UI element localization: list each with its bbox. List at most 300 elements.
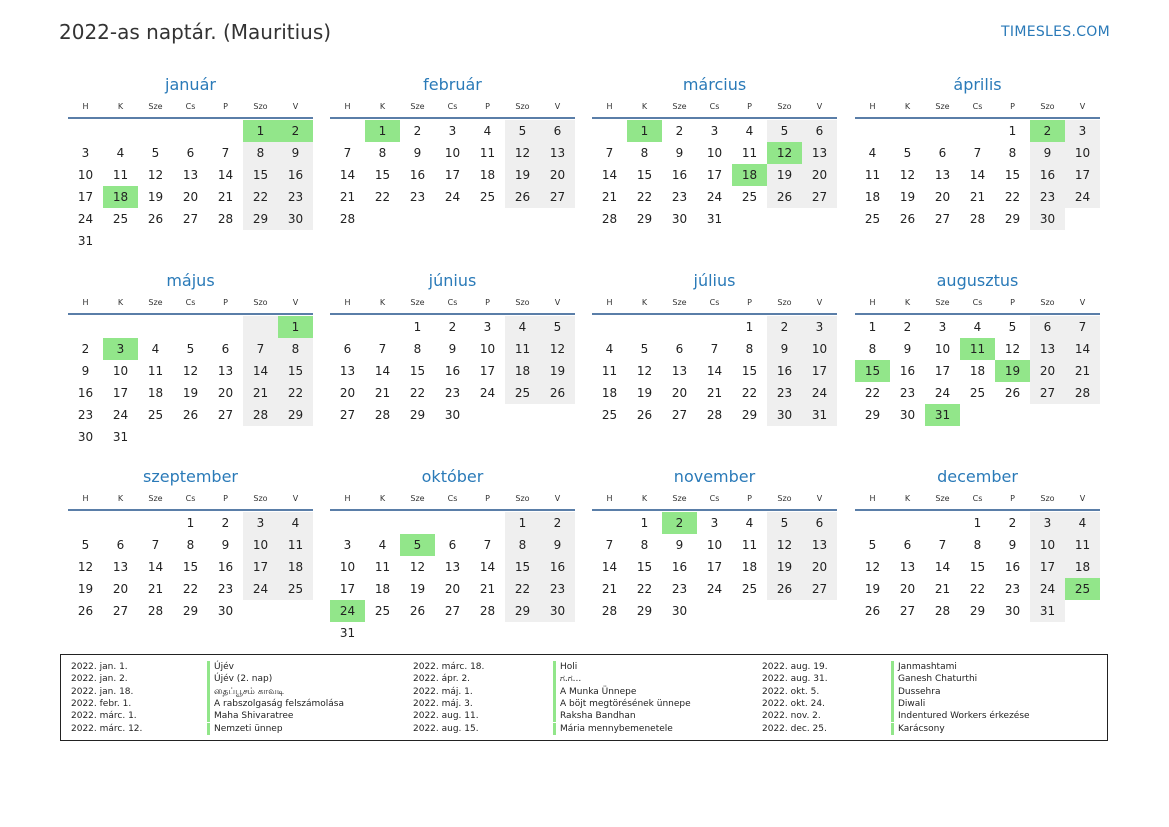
weekday-label: K (117, 102, 124, 111)
day-cell: 10 (706, 146, 723, 160)
holiday-date: 2022. dec. 25. (762, 723, 827, 734)
day-cell: 3 (815, 320, 824, 334)
day-cell: 15 (182, 560, 199, 574)
brand-link[interactable]: TIMESLES.COM (1001, 24, 1110, 40)
day-cell: 19 (864, 582, 881, 596)
day-cell: 29 (514, 604, 531, 618)
day-cell: 16 (287, 168, 304, 182)
weekday-label: V (292, 494, 299, 503)
month-divider (592, 117, 837, 119)
day-cell: 26 (776, 190, 793, 204)
day-cell: 9 (675, 146, 684, 160)
weekday-label: V (292, 102, 299, 111)
day-cell: 18 (969, 364, 986, 378)
month-divider (68, 117, 313, 119)
month-0 (68, 74, 313, 258)
day-cell: 15 (636, 168, 653, 182)
weekday-label: Sze (935, 298, 950, 307)
weekday-label: H (869, 298, 876, 307)
day-cell: 29 (636, 604, 653, 618)
day-cell: 25 (969, 386, 986, 400)
weekday-label: P (485, 298, 490, 307)
month-divider (330, 313, 575, 315)
holiday-date: 2022. aug. 31. (762, 674, 828, 685)
day-cell: 14 (601, 168, 618, 182)
day-cell: 6 (815, 124, 824, 138)
holiday-date: 2022. nov. 2. (762, 711, 821, 722)
day-cell: 13 (934, 168, 951, 182)
weekday-header (330, 296, 575, 310)
day-cell: 15 (374, 168, 391, 182)
day-cell: 7 (605, 538, 614, 552)
weekday-label: Cs (185, 102, 196, 111)
weekday-label: V (554, 494, 561, 503)
day-cell: 27 (112, 604, 129, 618)
day-cell: 12 (77, 560, 94, 574)
day-cell: 21 (479, 582, 496, 596)
day-cell: 28 (706, 408, 723, 422)
weekday-label: Szo (777, 298, 792, 307)
weekday-label: K (379, 102, 386, 111)
day-cell: 12 (182, 364, 199, 378)
day-cell: 27 (811, 582, 828, 596)
month-divider (330, 509, 575, 511)
day-cell: 1 (413, 320, 422, 334)
day-cell: 12 (147, 168, 164, 182)
day-cell: 5 (903, 146, 912, 160)
day-cell: 16 (671, 560, 688, 574)
day-cell: 20 (444, 582, 461, 596)
day-cell: 11 (601, 364, 618, 378)
day-cell: 14 (374, 364, 391, 378)
day-cell: 12 (864, 560, 881, 574)
day-cell: 21 (969, 190, 986, 204)
day-cell: 27 (549, 190, 566, 204)
holiday-name: Ganesh Chaturthi (891, 673, 977, 685)
day-cell: 30 (287, 212, 304, 226)
day-cell: 4 (378, 538, 387, 552)
holiday-date: 2022. aug. 11. (413, 711, 479, 722)
day-cell: 9 (553, 538, 562, 552)
day-cell: 26 (636, 408, 653, 422)
day-cell: 6 (1043, 320, 1052, 334)
weekday-label: Szo (253, 298, 268, 307)
day-cell: 7 (605, 146, 614, 160)
month-divider (855, 313, 1100, 315)
weekday-label: H (82, 494, 89, 503)
weekday-label: V (816, 298, 823, 307)
day-cell: 17 (444, 168, 461, 182)
weekday-label: Cs (972, 102, 983, 111)
day-cell: 26 (77, 604, 94, 618)
day-cell: 31 (112, 430, 129, 444)
day-cell: 24 (811, 386, 828, 400)
day-cell: 4 (745, 516, 754, 530)
day-cell: 6 (221, 342, 230, 356)
day-cell: 17 (252, 560, 269, 574)
day-cell: 25 (601, 408, 618, 422)
day-cell: 28 (934, 604, 951, 618)
month-10 (592, 466, 837, 650)
weekday-label: Szo (515, 298, 530, 307)
day-cell: 16 (671, 168, 688, 182)
holiday-date: 2022. márc. 1. (71, 711, 137, 722)
day-cell: 26 (182, 408, 199, 422)
weekday-label: P (223, 494, 228, 503)
day-cell: 18 (864, 190, 881, 204)
day-cell: 9 (413, 146, 422, 160)
day-cell: 1 (745, 320, 754, 334)
day-cell: 8 (745, 342, 754, 356)
weekday-header (855, 296, 1100, 310)
day-cell: 14 (252, 364, 269, 378)
weekday-label: H (344, 494, 351, 503)
day-cell: 4 (1078, 516, 1087, 530)
day-cell: 25 (864, 212, 881, 226)
day-cell: 3 (938, 320, 947, 334)
day-cell: 27 (899, 604, 916, 618)
weekday-header (855, 100, 1100, 114)
day-cell: 20 (811, 560, 828, 574)
day-cell: 10 (1074, 146, 1091, 160)
day-cell: 19 (409, 582, 426, 596)
day-cell: 7 (378, 342, 387, 356)
day-cell: 20 (339, 386, 356, 400)
weekday-label: K (117, 494, 124, 503)
day-cell: 26 (147, 212, 164, 226)
day-cell: 25 (112, 212, 129, 226)
day-cell: 14 (147, 560, 164, 574)
month-divider (330, 117, 575, 119)
weekday-label: Cs (447, 102, 458, 111)
month-name: július (693, 271, 736, 290)
day-cell: 1 (1008, 124, 1017, 138)
day-cell: 26 (409, 604, 426, 618)
day-cell: 1 (973, 516, 982, 530)
day-cell: 30 (444, 408, 461, 422)
day-cell: 9 (291, 146, 300, 160)
day-cell: 24 (112, 408, 129, 422)
day-cell: 29 (636, 212, 653, 226)
day-cell: 22 (636, 190, 653, 204)
weekday-header (68, 492, 313, 506)
day-cell: 23 (899, 386, 916, 400)
day-cell: 6 (553, 124, 562, 138)
month-8 (68, 466, 313, 650)
month-7 (855, 270, 1100, 454)
day-cell: 13 (444, 560, 461, 574)
day-cell: 24 (252, 582, 269, 596)
holiday-day-cell: 2 (278, 120, 313, 142)
day-cell: 25 (741, 190, 758, 204)
day-cell: 22 (374, 190, 391, 204)
day-cell: 23 (77, 408, 94, 422)
holiday-day-cell: 1 (278, 316, 313, 338)
day-cell: 14 (601, 560, 618, 574)
day-cell: 15 (409, 364, 426, 378)
day-cell: 9 (780, 342, 789, 356)
day-cell: 21 (374, 386, 391, 400)
holiday-date: 2022. márc. 18. (413, 662, 485, 672)
weekday-label: P (1010, 102, 1015, 111)
day-cell: 2 (780, 320, 789, 334)
day-cell: 14 (934, 560, 951, 574)
day-cell: 26 (899, 212, 916, 226)
holiday-name: Janmashtami (891, 661, 957, 673)
day-cell: 15 (252, 168, 269, 182)
day-cell: 28 (217, 212, 234, 226)
day-cell: 14 (217, 168, 234, 182)
weekday-label: Sze (935, 102, 950, 111)
day-cell: 18 (741, 560, 758, 574)
day-cell: 19 (77, 582, 94, 596)
day-cell: 21 (252, 386, 269, 400)
day-cell: 6 (903, 538, 912, 552)
day-cell: 4 (605, 342, 614, 356)
day-cell: 18 (514, 364, 531, 378)
day-cell: 11 (112, 168, 129, 182)
day-cell: 24 (1074, 190, 1091, 204)
day-cell: 7 (973, 146, 982, 160)
day-cell: 5 (553, 320, 562, 334)
day-cell: 17 (1074, 168, 1091, 182)
day-cell: 2 (675, 124, 684, 138)
holiday-date: 2022. ápr. 2. (413, 674, 471, 685)
day-cell: 8 (973, 538, 982, 552)
day-cell: 4 (868, 146, 877, 160)
day-cell: 24 (77, 212, 94, 226)
weekday-label: H (606, 494, 613, 503)
day-cell: 20 (112, 582, 129, 596)
day-cell: 28 (479, 604, 496, 618)
day-cell: 31 (811, 408, 828, 422)
day-grid (330, 316, 575, 454)
weekday-label: Cs (185, 494, 196, 503)
day-cell: 31 (77, 234, 94, 248)
weekday-header (592, 492, 837, 506)
day-cell: 15 (514, 560, 531, 574)
day-cell: 13 (811, 538, 828, 552)
weekday-label: H (82, 102, 89, 111)
holiday-day-cell: 1 (627, 120, 662, 142)
weekday-label: K (641, 494, 648, 503)
holiday-name: A böjt megtörésének ünnepe (553, 698, 691, 710)
day-cell: 27 (671, 408, 688, 422)
day-cell: 19 (776, 168, 793, 182)
day-cell: 9 (903, 342, 912, 356)
day-cell: 16 (77, 386, 94, 400)
day-cell: 20 (811, 168, 828, 182)
weekday-label: P (747, 298, 752, 307)
day-grid (330, 120, 575, 258)
day-cell: 15 (741, 364, 758, 378)
day-cell: 5 (1008, 320, 1017, 334)
day-cell: 12 (899, 168, 916, 182)
day-cell: 6 (448, 538, 457, 552)
holiday-date: 2022. jan. 18. (71, 686, 134, 697)
day-cell: 30 (77, 430, 94, 444)
day-cell: 10 (706, 538, 723, 552)
holiday-day-cell: 18 (103, 186, 138, 208)
day-cell: 3 (710, 516, 719, 530)
holiday-date: 2022. aug. 19. (762, 662, 828, 672)
weekday-header (855, 492, 1100, 506)
weekday-label: Cs (972, 494, 983, 503)
day-cell: 13 (217, 364, 234, 378)
day-cell: 8 (640, 538, 649, 552)
holiday-name: ಗ.ಗ... (553, 673, 581, 685)
weekday-label: Sze (148, 298, 163, 307)
holiday-date: 2022. okt. 24. (762, 698, 825, 709)
day-cell: 20 (182, 190, 199, 204)
day-cell: 11 (741, 146, 758, 160)
day-grid (68, 512, 313, 650)
day-cell: 16 (899, 364, 916, 378)
day-grid (592, 316, 837, 454)
day-cell: 7 (221, 146, 230, 160)
day-cell: 28 (1074, 386, 1091, 400)
holiday-day-cell: 31 (925, 404, 960, 426)
day-cell: 1 (640, 516, 649, 530)
weekday-label: K (379, 298, 386, 307)
month-name: június (428, 271, 477, 290)
day-cell: 22 (864, 386, 881, 400)
day-cell: 16 (409, 168, 426, 182)
weekday-label: V (1079, 494, 1086, 503)
holiday-day-cell: 1 (365, 120, 400, 142)
day-cell: 19 (147, 190, 164, 204)
day-cell: 12 (549, 342, 566, 356)
weekday-label: Szo (777, 102, 792, 111)
weekday-label: Sze (148, 102, 163, 111)
day-cell: 21 (706, 386, 723, 400)
weekday-label: P (747, 494, 752, 503)
holiday-day-cell: 15 (855, 360, 890, 382)
day-grid (68, 120, 313, 258)
day-cell: 8 (378, 146, 387, 160)
weekday-label: K (117, 298, 124, 307)
day-cell: 16 (776, 364, 793, 378)
month-divider (592, 509, 837, 511)
day-cell: 20 (549, 168, 566, 182)
holiday-day-cell: 1 (243, 120, 278, 142)
day-cell: 26 (1004, 386, 1021, 400)
day-cell: 4 (291, 516, 300, 530)
day-cell: 15 (1004, 168, 1021, 182)
day-cell: 4 (518, 320, 527, 334)
month-name: március (682, 75, 747, 94)
weekday-label: Szo (1040, 102, 1055, 111)
day-cell: 13 (182, 168, 199, 182)
day-cell: 28 (601, 212, 618, 226)
day-cell: 19 (636, 386, 653, 400)
day-cell: 17 (77, 190, 94, 204)
day-cell: 11 (287, 538, 304, 552)
weekday-label: Cs (447, 494, 458, 503)
day-cell: 10 (479, 342, 496, 356)
day-cell: 15 (969, 560, 986, 574)
day-cell: 3 (81, 146, 90, 160)
month-2 (592, 74, 837, 258)
day-cell: 10 (77, 168, 94, 182)
day-cell: 18 (1074, 560, 1091, 574)
day-cell: 11 (479, 146, 496, 160)
day-cell: 11 (374, 560, 391, 574)
day-cell: 23 (217, 582, 234, 596)
day-cell: 13 (1039, 342, 1056, 356)
weekday-label: Cs (709, 298, 720, 307)
day-cell: 2 (221, 516, 230, 530)
day-cell: 11 (864, 168, 881, 182)
day-cell: 25 (479, 190, 496, 204)
day-cell: 23 (409, 190, 426, 204)
holiday-name: Nemzeti ünnep (207, 723, 283, 735)
weekday-label: H (869, 102, 876, 111)
weekday-label: V (554, 298, 561, 307)
weekday-label: K (379, 494, 386, 503)
day-cell: 21 (1074, 364, 1091, 378)
month-divider (68, 313, 313, 315)
day-cell: 10 (444, 146, 461, 160)
weekday-label: Sze (935, 494, 950, 503)
holiday-name: Újév (2. nap) (207, 673, 272, 685)
day-cell: 23 (1004, 582, 1021, 596)
day-cell: 22 (636, 582, 653, 596)
day-cell: 8 (256, 146, 265, 160)
day-cell: 20 (217, 386, 234, 400)
day-cell: 19 (549, 364, 566, 378)
day-cell: 12 (1004, 342, 1021, 356)
day-cell: 23 (549, 582, 566, 596)
weekday-label: P (223, 102, 228, 111)
day-cell: 20 (671, 386, 688, 400)
day-cell: 16 (549, 560, 566, 574)
day-cell: 16 (1039, 168, 1056, 182)
weekday-label: H (344, 102, 351, 111)
day-cell: 9 (221, 538, 230, 552)
day-cell: 12 (514, 146, 531, 160)
day-cell: 13 (811, 146, 828, 160)
day-cell: 31 (339, 626, 356, 640)
month-name: december (937, 467, 1018, 486)
day-cell: 29 (182, 604, 199, 618)
day-cell: 2 (81, 342, 90, 356)
day-cell: 12 (776, 538, 793, 552)
month-divider (68, 509, 313, 511)
month-divider (855, 117, 1100, 119)
holiday-date: 2022. márc. 12. (71, 723, 143, 734)
day-cell: 27 (182, 212, 199, 226)
day-cell: 17 (339, 582, 356, 596)
month-5 (330, 270, 575, 454)
day-cell: 30 (1004, 604, 1021, 618)
weekday-label: V (816, 494, 823, 503)
day-cell: 9 (81, 364, 90, 378)
weekday-label: P (747, 102, 752, 111)
day-cell: 3 (710, 124, 719, 138)
day-cell: 7 (151, 538, 160, 552)
day-cell: 11 (1074, 538, 1091, 552)
day-cell: 1 (868, 320, 877, 334)
day-cell: 26 (864, 604, 881, 618)
weekday-label: Szo (515, 102, 530, 111)
day-cell: 18 (147, 386, 164, 400)
weekday-label: P (223, 298, 228, 307)
day-grid (855, 316, 1100, 454)
day-cell: 2 (448, 320, 457, 334)
weekday-label: Sze (148, 494, 163, 503)
holiday-name: A Munka Ünnepe (553, 686, 636, 698)
